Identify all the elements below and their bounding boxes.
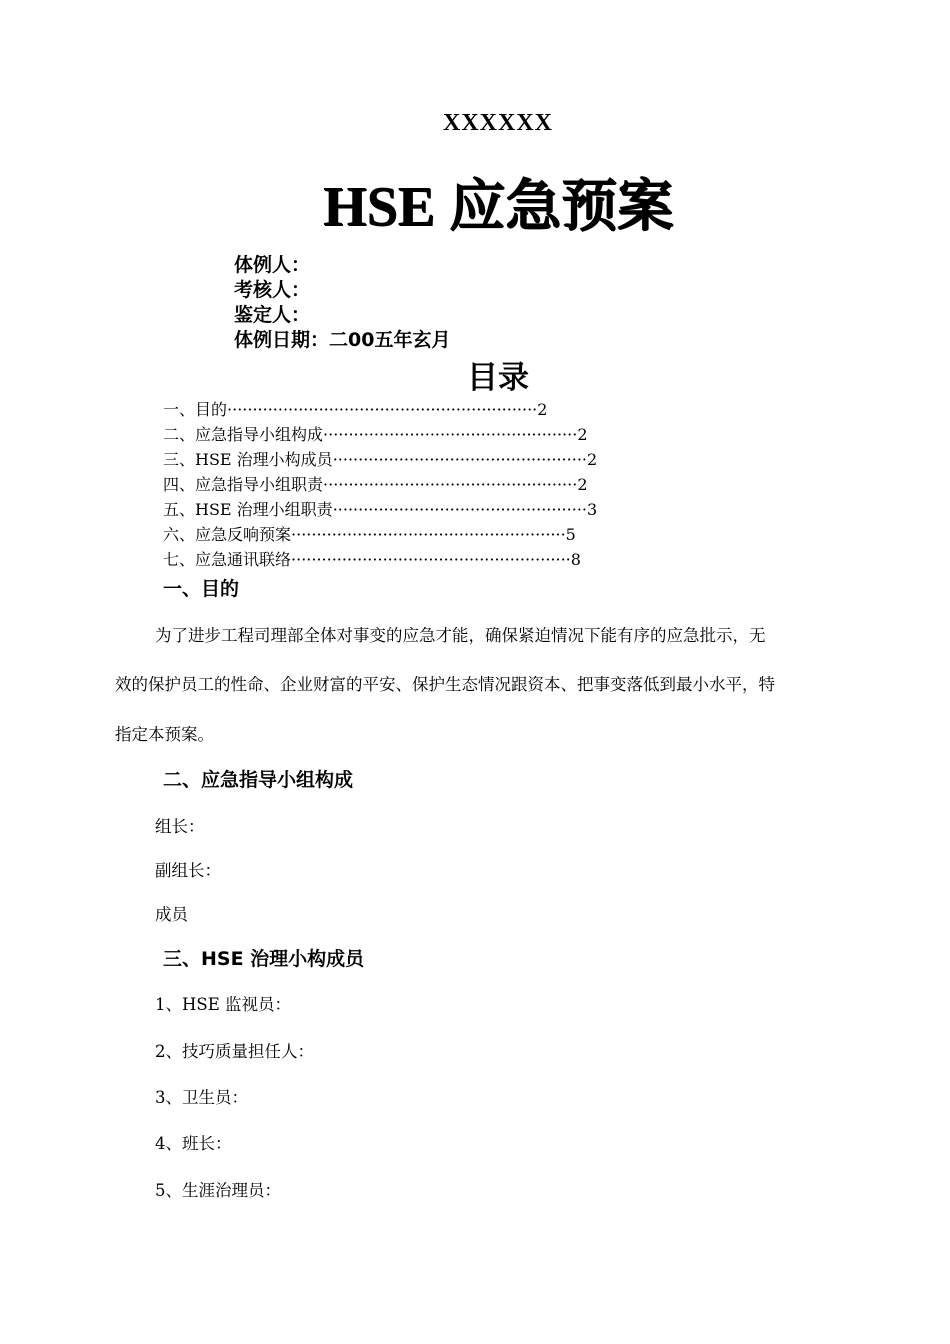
body-text-line: 指定本预案。 [115,725,214,744]
hse-team-item: 5、生涯治理员： [155,1181,281,1200]
toc-item-page: 2 [537,400,548,419]
group-leader-line: 组长： [155,817,205,836]
toc-item[interactable] [163,550,581,570]
meta-compiler: 体例人： [234,254,311,276]
body-text-line: 为了进步工程司理部全体对事变的应急才能，确保紧迫情况下能有序的应急批示，无 [155,626,766,645]
toc-item-leader: ····························································· [227,400,538,419]
toc-item-leader: ·················································· [332,450,587,469]
toc-item-page: 8 [570,550,581,569]
toc-item-leader: ·················································· [323,475,578,494]
toc-item-label: 一、目的 [163,400,228,419]
hse-team-item: 4、班长： [155,1134,232,1153]
section-heading-leadership-group: 二、应急指导小组构成 [163,769,354,791]
toc-item-label: 四、应急指导小组职责 [163,475,324,494]
toc-item[interactable] [163,400,547,420]
meta-approver: 鉴定人： [234,304,311,326]
toc-item-page: 5 [565,525,576,544]
toc-item[interactable] [163,450,597,470]
toc-item-label: 三、HSE 治理小构成员 [163,450,333,469]
toc-item-label: 二、应急指导小组构成 [163,425,324,444]
toc-item-leader: ·················································· [323,425,578,444]
toc-item[interactable] [163,425,588,445]
hse-team-item: 2、技巧质量担任人： [155,1042,314,1061]
document-title: HSE 应急预案 [322,176,674,238]
meta-reviewer: 考核人： [234,279,311,301]
toc-item-label: 五、HSE 治理小组职责 [163,500,333,519]
hse-team-item: 1、HSE 监视员： [155,995,291,1014]
toc-item-leader: ·················································· [332,500,587,519]
toc-item[interactable] [163,475,588,495]
section-heading-purpose: 一、目的 [163,578,240,600]
toc-item-page: 3 [586,500,598,519]
company-name: XXXXXX [443,110,553,136]
hse-team-item: 3、卫生员： [155,1088,248,1107]
toc-item-leader: ······················································· [291,550,571,569]
deputy-leader-line: 副组长： [155,861,221,880]
toc-item[interactable] [163,525,576,545]
meta-date: 体例日期：二00五年玄月 [234,329,451,351]
toc-item-page: 2 [577,425,588,444]
toc-item-page: 2 [586,450,598,469]
toc-heading: 目录 [467,360,529,396]
section-heading-hse-team: 三、HSE 治理小构成员 [163,948,365,970]
toc-item[interactable] [163,500,597,520]
body-text-line: 效的保护员工的性命、企业财富的平安、保护生态情况跟资本、把事变落低到最小水平，特 [115,675,775,694]
members-line: 成员 [155,905,188,924]
toc-item-label: 六、应急反响预案 [163,525,292,544]
toc-item-label: 七、应急通讯联络 [163,550,292,569]
toc-item-page: 2 [577,475,588,494]
toc-item-leader: ······················································ [291,525,566,544]
